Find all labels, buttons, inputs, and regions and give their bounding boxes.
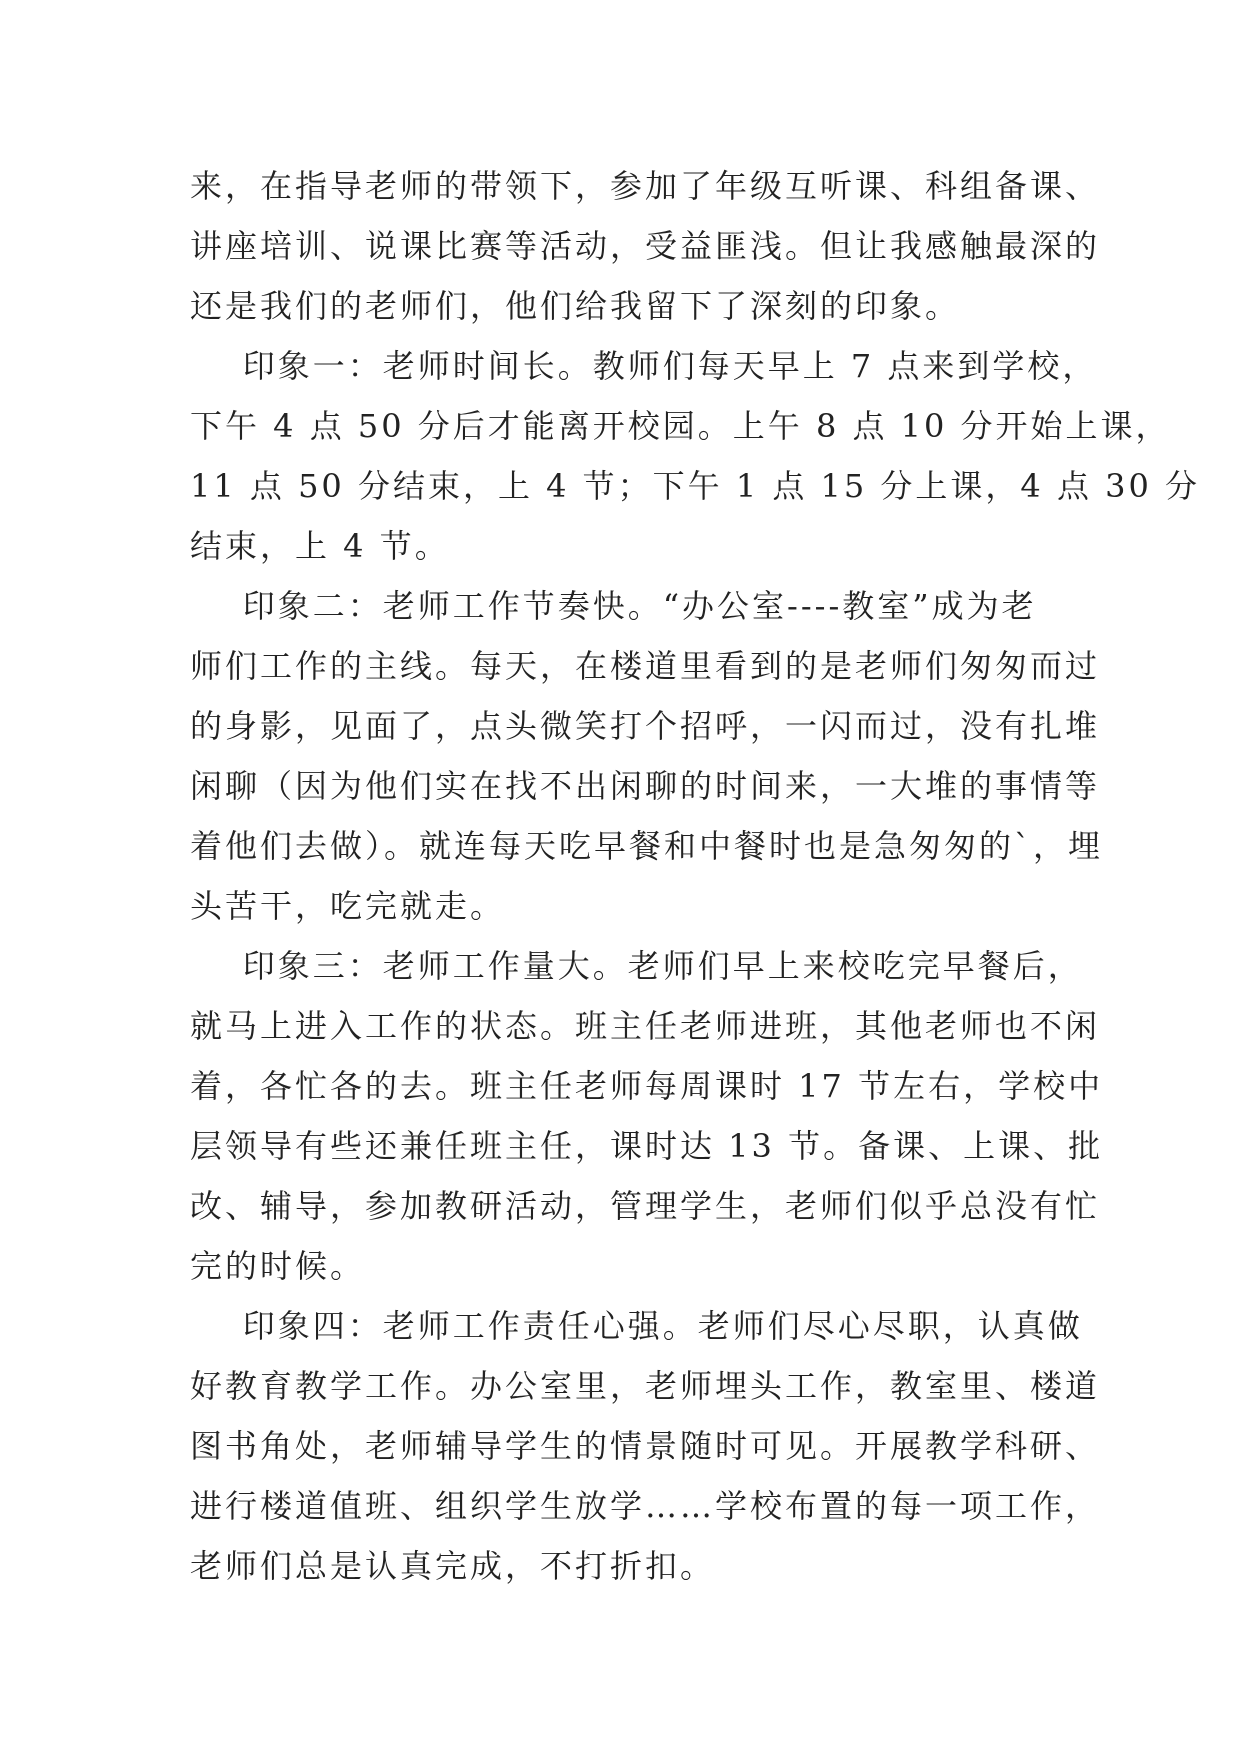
text-line: 头苦干，吃完就走。 <box>190 887 506 925</box>
text-line: 着他们去做）。就连每天吃早餐和中餐时也是急匆匆的`，埋 <box>190 827 1104 865</box>
text-line: 层领导有些还兼任班主任，课时达 13 节。备课、上课、批 <box>190 1127 1104 1165</box>
text-line: 改、辅导，参加教研活动，管理学生，老师们似乎总没有忙 <box>190 1187 1101 1225</box>
text-line: 印象四：老师工作责任心强。老师们尽心尽职，认真做 <box>190 1307 1083 1345</box>
text-line: 结束，上 4 节。 <box>190 527 450 565</box>
text-line: 印象三：老师工作量大。老师们早上来校吃完早餐后， <box>190 947 1083 985</box>
text-line: 的身影，见面了，点头微笑打个招呼，一闪而过，没有扎堆 <box>190 707 1101 745</box>
text-line: 图书角处，老师辅导学生的情景随时可见。开展教学科研、 <box>190 1427 1101 1465</box>
text-line: 就马上进入工作的状态。班主任老师进班，其他老师也不闲 <box>190 1007 1101 1045</box>
text-line: 师们工作的主线。每天，在楼道里看到的是老师们匆匆而过 <box>190 647 1101 685</box>
text-line: 讲座培训、说课比赛等活动，受益匪浅。但让我感触最深的 <box>190 227 1101 265</box>
text-line: 印象一：老师时间长。教师们每天早上 7 点来到学校， <box>190 347 1098 385</box>
text-line: 老师们总是认真完成，不打折扣。 <box>190 1547 716 1585</box>
text-line: 来，在指导老师的带领下，参加了年级互听课、科组备课、 <box>190 167 1101 205</box>
body-text <box>190 156 1201 1596</box>
text-line: 完的时候。 <box>190 1247 366 1285</box>
text-line: 好教育教学工作。办公室里，老师埋头工作，教室里、楼道 <box>190 1367 1101 1405</box>
text-line: 还是我们的老师们，他们给我留下了深刻的印象。 <box>190 287 961 325</box>
text-line: 进行楼道值班、组织学生放学……学校布置的每一项工作， <box>190 1487 1101 1525</box>
text-line: 下午 4 点 50 分后才能离开校园。上午 8 点 10 分开始上课， <box>190 407 1171 445</box>
text-line: 闲聊（因为他们实在找不出闲聊的时间来，一大堆的事情等 <box>190 767 1101 805</box>
text-line: 着，各忙各的去。班主任老师每周课时 17 节左右，学校中 <box>190 1067 1104 1105</box>
text-line: 11 点 50 分结束，上 4 节；下午 1 点 15 分上课，4 点 30 分 <box>190 467 1201 505</box>
text-line: 印象二：老师工作节奏快。“办公室----教室”成为老 <box>190 587 1037 625</box>
